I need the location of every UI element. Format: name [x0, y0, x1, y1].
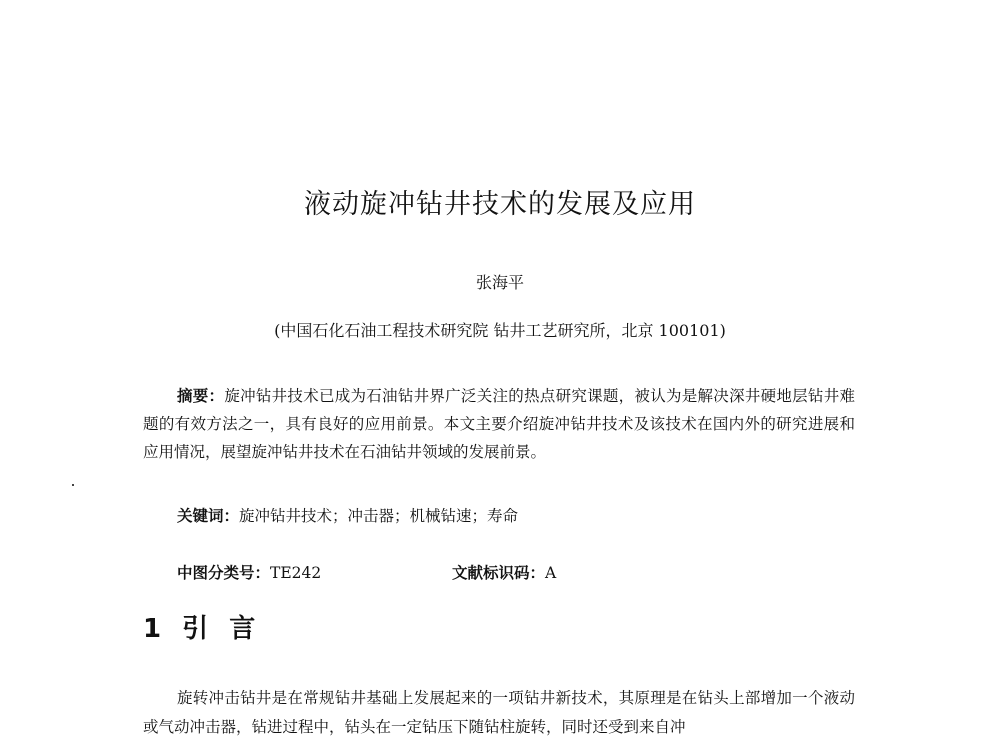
- author-affiliation: (中国石化石油工程技术研究院 钻井工艺研究所，北京 100101): [274, 321, 726, 340]
- author-name: 张海平: [475, 273, 524, 292]
- abstract-text: 旋冲钻井技术已成为石油钻井界广泛关注的热点研究课题，被认为是解决深井硬地层钻井难题的有效方法之一，具有良好的应用前景。本文主要介绍旋冲钻井技术及该技术在国内外的研究进展和应用情况，展望旋冲钻井技术在石油钻井领域的发展前景。: [143, 387, 855, 461]
- keywords-label: 关键词：: [177, 506, 240, 525]
- keywords-text: 旋冲钻井技术；冲击器；机械钻速；寿命: [239, 507, 519, 525]
- section-heading: 1 引 言: [143, 614, 262, 644]
- body-paragraph: 旋转冲击钻井是在常规钻井基础上发展起来的一项钻井新技术，其原理是在钻头上部增加一个液动或气动冲击器，钻进过程中，钻头在一定钻压下随钻柱旋转，同时还受到来自冲: [143, 689, 855, 736]
- clc-number-line: [177, 561, 321, 583]
- paper-title: 液动旋冲钻井技术的发展及应用: [304, 189, 696, 220]
- doc-code-label: 文献标识码：: [452, 563, 546, 582]
- clc-value: TE242: [270, 564, 322, 582]
- clc-label: 中图分类号：: [177, 563, 271, 582]
- doc-code-value: A: [545, 564, 557, 582]
- abstract-paragraph: [143, 382, 855, 466]
- abstract-label: 摘要：: [177, 386, 225, 405]
- scan-speck: [72, 484, 74, 486]
- keywords-line: [177, 504, 518, 526]
- document-code-line: [452, 561, 556, 583]
